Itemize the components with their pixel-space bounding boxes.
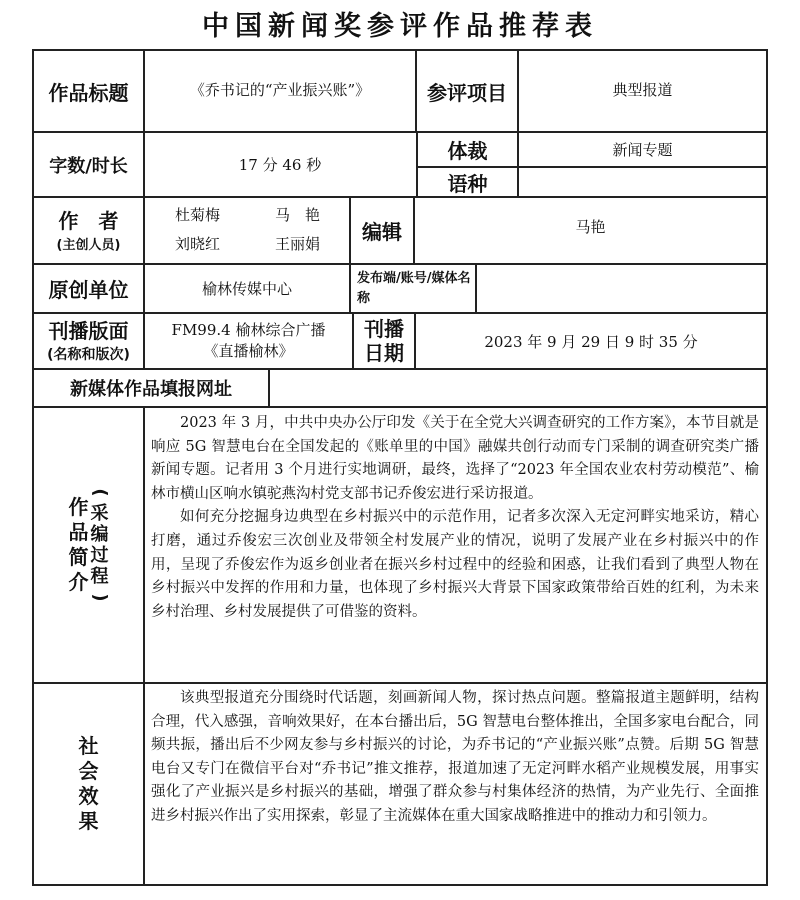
process-label: 作 品 简 介 ( 采 编 过 程 ) [68, 488, 110, 602]
work-title-label: 作品标题 [48, 80, 129, 105]
author-name: 马 艳 [275, 206, 321, 224]
table-border-right [766, 49, 768, 886]
entry-item-label: 参评项目 [427, 80, 507, 105]
edition-sub-label: (名称和版次) [47, 346, 130, 363]
process-text [151, 412, 759, 624]
author-name: 刘晓红 [175, 234, 221, 253]
author-sub-label: (主创人员) [56, 238, 121, 253]
effect-text [151, 687, 759, 829]
editor-value: 马艳 [575, 218, 606, 236]
author-name: 杜菊梅 [175, 206, 221, 224]
edition-value-cell [145, 314, 352, 368]
date-value: 2023 年 9 月 29 日 9 时 35 分 [484, 332, 698, 351]
editor-label: 编辑 [362, 220, 402, 244]
org-value: 榆林传媒中心 [201, 280, 292, 298]
author-list [145, 203, 349, 258]
process-paragraph: 如何充分挖掘身边典型在乡村振兴中的示范作用，记者多次深入无定河畔实地采访，精心打磨，通过乔俊宏三次创业及带领全村发展产业的情况，说明了发展产业在乡村振兴中的作用，呈现了乔俊宏作为返乡创业者在振兴乡村过程中的经验和困惑，让我们看到了典型人物在乡村振兴中发挥的作用和力量，也体现了乡村振兴大背景下国家政策带给百姓的红利，为未来乡村治理、乡村发展提供了可借鉴的资料。 [151, 509, 759, 620]
genre-value: 新闻专题 [612, 141, 673, 159]
genre-label: 体裁 [447, 139, 488, 163]
newmedia-label: 新媒体作品填报网址 [70, 379, 232, 400]
edition-value-2: 《直播榆林》 [203, 342, 294, 360]
effect-label-cell [34, 684, 143, 884]
newmedia-value [270, 370, 766, 406]
edition-value-1: FM99.4 榆林综合广播 [171, 321, 326, 339]
org-label: 原创单位 [48, 278, 129, 302]
edition-label-cell [34, 314, 143, 368]
language-value [519, 168, 766, 196]
col-divider [143, 406, 145, 886]
author-label-cell [34, 198, 143, 263]
publish-label: 发布端/账号/媒体名称 [357, 270, 471, 306]
process-label-cell [34, 408, 143, 682]
author-name: 王丽娟 [275, 234, 321, 253]
effect-label: 社 会 效 果 [78, 734, 99, 833]
work-title-value: 《乔书记的“产业振兴账”》 [189, 81, 371, 99]
date-label-2: 日期 [364, 341, 404, 365]
edition-label: 刊播版面 [48, 318, 129, 343]
process-paragraph: 2023 年 3 月，中共中央办公厅印发《关于在全党大兴调查研究的工作方案》，本节目就是响应 5G 智慧电台在全国发起的《账单里的中国》融媒共创行动而专门采制的调查研究类广播新闻专题。记者用 3 个月进行实地调研，最终，选择了“2023 年全国农业农村劳动模范”、榆林市横山区响水镇驼燕沟村党支部书记乔俊宏进行采访报道。 [151, 415, 759, 502]
word-count-value: 17 分 46 秒 [238, 156, 322, 174]
date-label-1: 刊播 [364, 317, 404, 341]
form-title: 中国新闻奖参评作品推荐表 [202, 11, 598, 42]
word-count-label: 字数/时长 [49, 155, 128, 177]
date-label-cell [354, 314, 414, 368]
publish-value [477, 265, 766, 312]
effect-paragraph: 该典型报道充分围绕时代话题，刻画新闻人物，探讨热点问题。整篇报道主题鲜明，结构合理，代入感强，音响效果好，在本台播出后，5G 智慧电台整体推出，全国多家电台配合，同频共振，播出后不少网友参与乡村振兴的讨论，为乔书记的“产业振兴账”点赞。后期 5G 智慧电台又专门在微信平台对“乔书记”推文推荐，报道加速了无定河畔水稻产业规模发展，用事实强化了产业振兴是乡村振兴的基础，增强了群众参与村集体经济的热情，为产业先行、全面推进乡村振兴作出了实用探索，彰显了主流媒体在重大国家战略推进中的推动力和引领力。 [151, 690, 759, 824]
author-label: 作 者 [58, 209, 119, 233]
entry-item-value: 典型报道 [612, 81, 673, 99]
language-label: 语种 [447, 171, 488, 196]
